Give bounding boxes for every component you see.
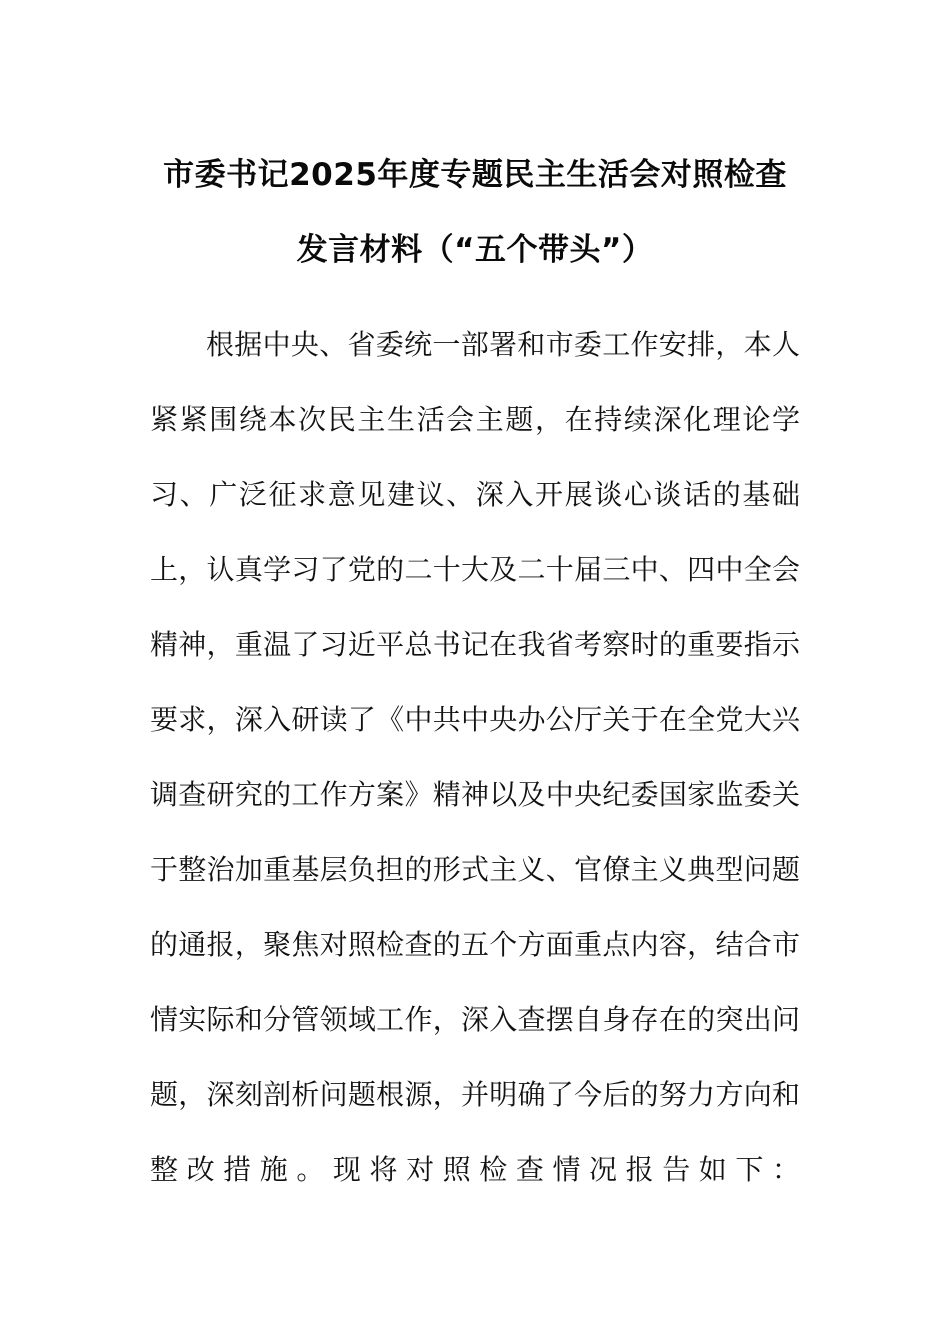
body-paragraph: 根据中央、省委统一部署和市委工作安排，本人紧紧围绕本次民主生活会主题，在持续深化理论学习、广泛征求意见建议、深入开展谈心谈话的基础上，认真学习了党的二十大及二十届三中、四中全会精神，重温了习近平总书记在我省考察时的重要指示要求，深入研读了《中共中央办公厅关于在全党大兴调查研究的工作方案》精神以及中央纪委国家监委关于整治加重基层负担的形式主义、官僚主义典型问题的通报，聚焦对照检查的五个方面重点内容，结合市情实际和分管领域工作，深入查摆自身存在的突出问题，深刻剖析问题根源，并明确了今后的努力方向和整改措施。现将对照检查情况报告如下： — [150, 330, 800, 1186]
document-body — [150, 308, 800, 1283]
page-title: 市委书记2025年度专题民主生活会对照检查发言材料（“五个带头”） — [163, 157, 787, 268]
